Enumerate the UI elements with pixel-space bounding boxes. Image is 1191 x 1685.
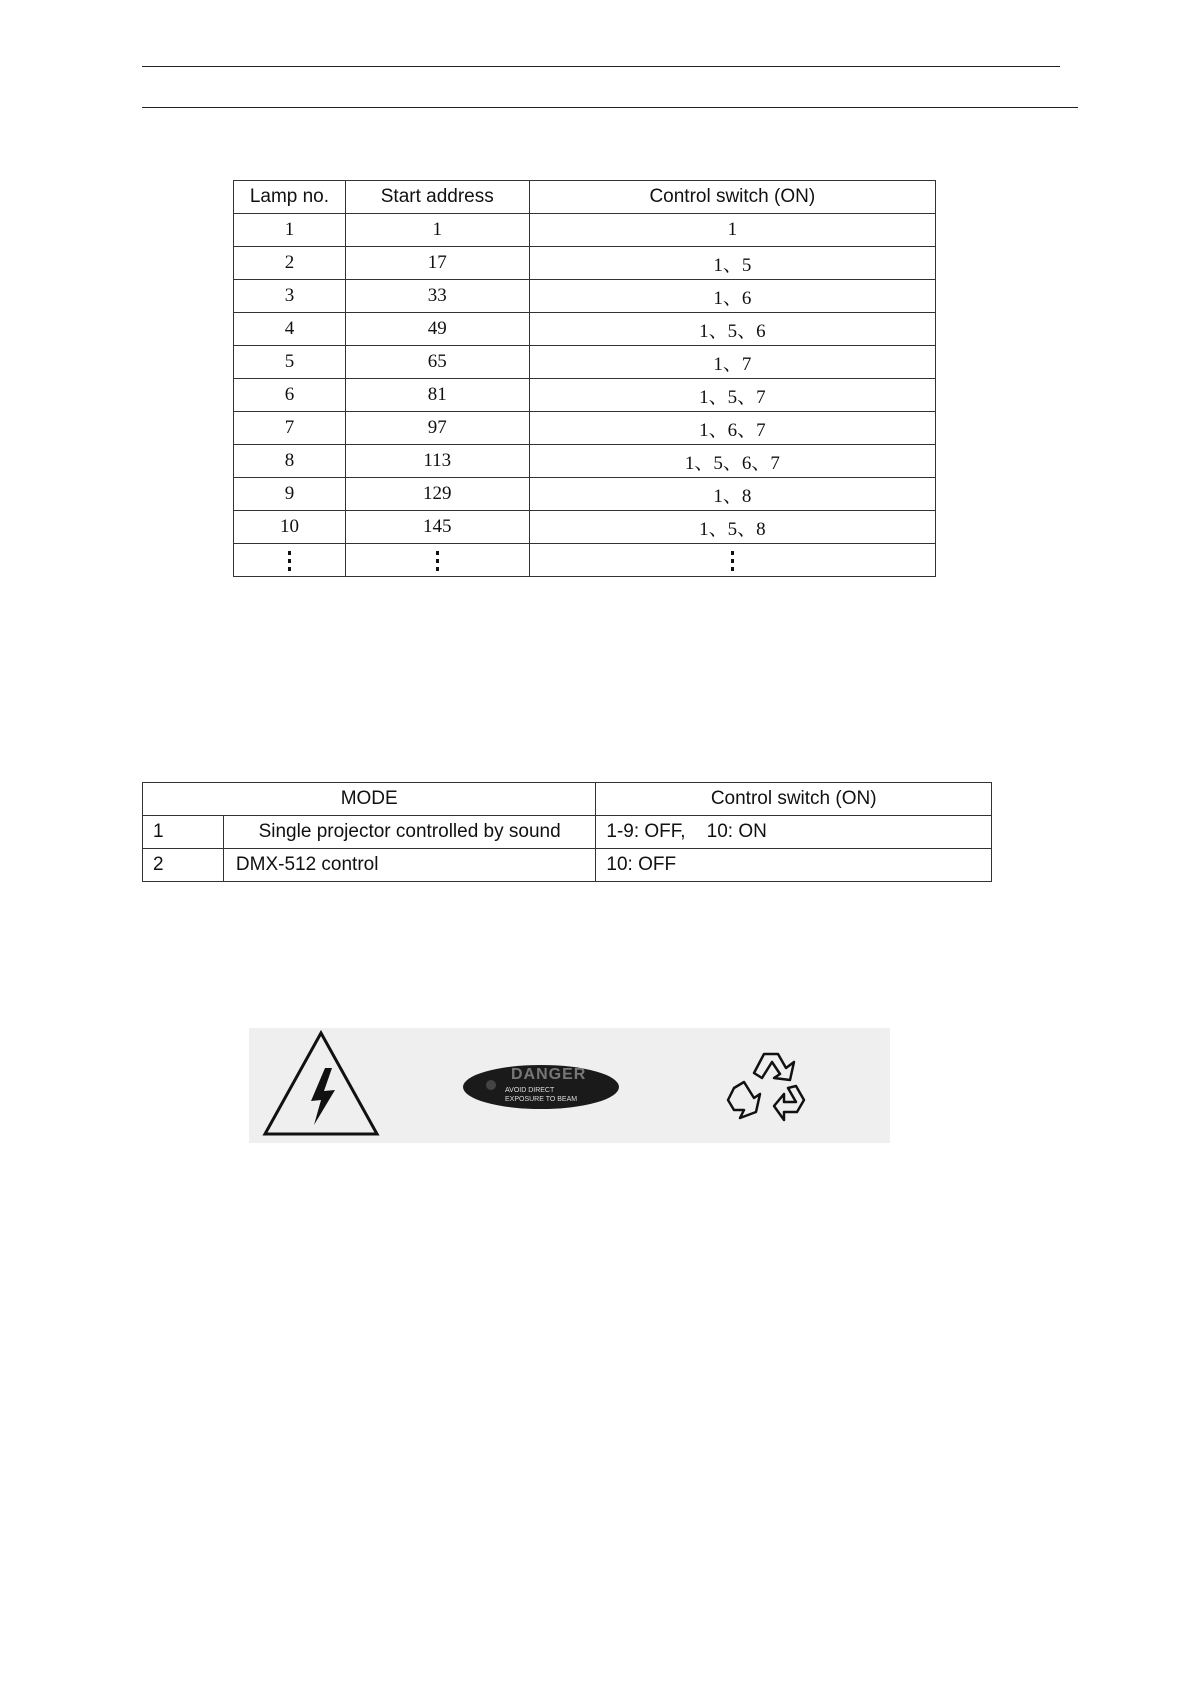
lamp-no-cell: 2 [234, 247, 346, 280]
mode-switch-cell: 1-9: OFF, 10: ON [596, 816, 992, 849]
continuation-cell [234, 544, 346, 577]
continuation-cell [529, 544, 935, 577]
lamp-no-header: Lamp no. [234, 181, 346, 214]
table-row [234, 379, 936, 412]
table-row [143, 849, 992, 882]
lamp-no-cell: 7 [234, 412, 346, 445]
danger-line-1: AVOID DIRECT [505, 1087, 555, 1094]
start-address-cell: 129 [345, 478, 529, 511]
danger-line-2: EXPOSURE TO BEAM [505, 1096, 578, 1103]
start-address-cell: 33 [345, 280, 529, 313]
table-row [143, 816, 992, 849]
header-rule-top [142, 66, 1060, 67]
vertical-ellipsis-icon [436, 551, 439, 571]
start-address-cell: 81 [345, 379, 529, 412]
start-address-cell: 145 [345, 511, 529, 544]
start-address-cell: 65 [345, 346, 529, 379]
table-row [234, 247, 936, 280]
start-address-header: Start address [345, 181, 529, 214]
continuation-cell [345, 544, 529, 577]
start-address-cell: 1 [345, 214, 529, 247]
control-switch-cell: 1、5、6 [529, 313, 935, 346]
lamp-no-cell: 1 [234, 214, 346, 247]
lamp-table-header-row [234, 181, 936, 214]
table-row [234, 214, 936, 247]
vertical-ellipsis-icon [731, 551, 734, 571]
mode-description-cell: DMX-512 control [223, 849, 595, 882]
control-switch-cell: 1、8 [529, 478, 935, 511]
control-switch-cell: 1、5、8 [529, 511, 935, 544]
safety-symbols-strip [249, 1028, 890, 1143]
start-address-cell: 49 [345, 313, 529, 346]
control-switch-cell: 1、7 [529, 346, 935, 379]
lamp-no-cell: 4 [234, 313, 346, 346]
start-address-cell: 17 [345, 247, 529, 280]
control-switch-cell: 1、5、7 [529, 379, 935, 412]
vertical-ellipsis-icon [288, 551, 291, 571]
table-row-continuation [234, 544, 936, 577]
control-switch-cell: 1、6 [529, 280, 935, 313]
mode-header: MODE [143, 783, 596, 816]
control-switch-cell: 1、5、6、7 [529, 445, 935, 478]
danger-label-icon [461, 1063, 621, 1111]
lamp-no-cell: 6 [234, 379, 346, 412]
lamp-no-cell: 8 [234, 445, 346, 478]
mode-number-cell: 2 [143, 849, 224, 882]
lamp-no-cell: 3 [234, 280, 346, 313]
lamp-no-cell: 9 [234, 478, 346, 511]
high-voltage-warning-icon [259, 1028, 384, 1143]
control-switch-cell: 1 [529, 214, 935, 247]
table-row [234, 445, 936, 478]
start-address-cell: 97 [345, 412, 529, 445]
mode-number-cell: 1 [143, 816, 224, 849]
control-switch-header: Control switch (ON) [596, 783, 992, 816]
control-switch-header: Control switch (ON) [529, 181, 935, 214]
lamp-no-cell: 10 [234, 511, 346, 544]
mode-table-header-row [143, 783, 992, 816]
mode-table [142, 782, 992, 882]
danger-title: DANGER [511, 1066, 587, 1083]
mode-description-cell: Single projector controlled by sound [223, 816, 595, 849]
lamp-address-table [233, 180, 936, 577]
mode-switch-cell: 10: OFF [596, 849, 992, 882]
control-switch-cell: 1、6、7 [529, 412, 935, 445]
table-row [234, 346, 936, 379]
lamp-no-cell: 5 [234, 346, 346, 379]
table-row [234, 280, 936, 313]
control-switch-cell: 1、5 [529, 247, 935, 280]
recycle-icon [724, 1048, 816, 1128]
table-row [234, 313, 936, 346]
table-row [234, 511, 936, 544]
table-row [234, 412, 936, 445]
start-address-cell: 113 [345, 445, 529, 478]
table-row [234, 478, 936, 511]
header-rule-bottom [142, 107, 1078, 108]
